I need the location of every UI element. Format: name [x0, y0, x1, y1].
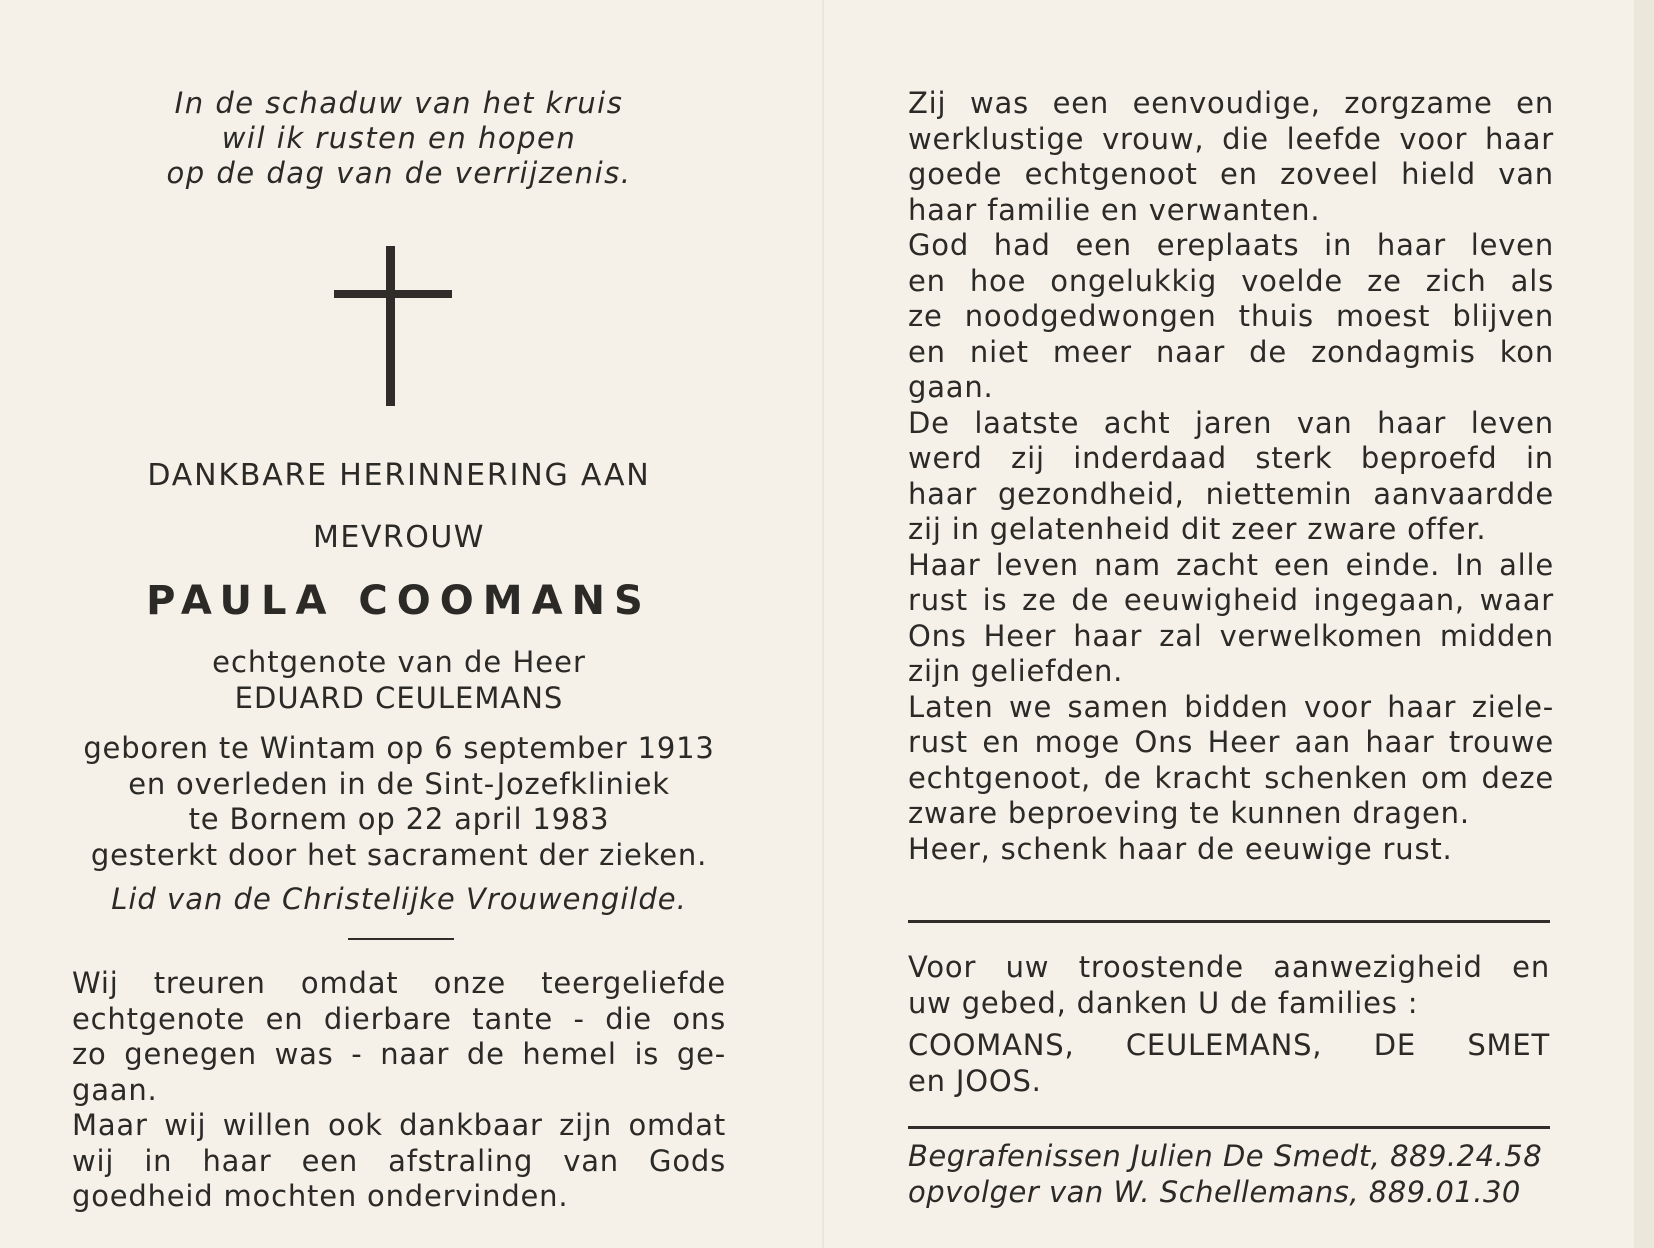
paragraph-line: wij in haar een afstraling van Gods — [72, 1143, 726, 1178]
paragraph-line: en hoe ongelukkig voelde ze zich als — [908, 263, 1554, 298]
paragraph-line: echtgenoot, de kracht schenken om deze — [908, 760, 1554, 795]
paragraph-line: God had een ereplaats in haar leven — [908, 228, 1554, 262]
life-details — [72, 731, 726, 873]
paragraph-line: zijn geliefden. — [908, 654, 1124, 688]
paragraph-line: Ons Heer haar zal verwelkomen midden — [908, 618, 1554, 653]
spouse-name: EDUARD CEULEMANS — [234, 681, 564, 715]
poem-line: op de dag van de verrijzenis. — [166, 156, 632, 190]
undertaker-line: Begrafenissen Julien De Smedt, 889.24.58 — [908, 1139, 1543, 1173]
paragraph-line: goede echtgenoot en zoveel hield van — [908, 157, 1554, 191]
paragraph-line: werd zij inderdaad sterk beproefd in — [908, 441, 1554, 475]
paragraph-line: Laten we samen bidden voor haar ziele- — [908, 689, 1554, 724]
paragraph-line: haar familie en verwanten. — [908, 192, 1321, 227]
paragraph-line: gaan. — [908, 370, 994, 404]
title-line: MEVROUW — [313, 520, 485, 555]
families-line: en JOOS. — [908, 1063, 1042, 1098]
heading: DANKBARE HERINNERING AAN — [147, 458, 651, 493]
paragraph-line: rust en moge Ons Heer aan haar trouwe — [908, 725, 1554, 759]
right-paragraph — [908, 86, 1554, 867]
life-line: en overleden in de Sint-Jozefkliniek — [128, 766, 670, 801]
paragraph-line: De laatste acht jaren van haar leven — [908, 405, 1554, 440]
paragraph-line: Haar leven nam zacht een einde. In alle — [908, 547, 1554, 582]
card-fold — [822, 0, 824, 1248]
undertaker-line: opvolger van W. Schellemans, 889.01.30 — [908, 1175, 1521, 1209]
paragraph-line: en niet meer naar de zondagmis kon — [908, 334, 1554, 369]
paragraph-line: gaan. — [72, 1072, 158, 1107]
spouse-intro: echtgenote van de Heer — [212, 645, 586, 679]
life-line: geboren te Wintam op 6 september 1913 — [83, 731, 715, 765]
poem-line: In de schaduw van het kruis — [174, 86, 624, 120]
paragraph-line: echtgenote en dierbare tante - die ons — [72, 1001, 726, 1036]
paragraph-line: Heer, schenk haar de eeuwige rust. — [908, 831, 1453, 866]
divider-rule — [908, 920, 1550, 923]
paragraph-line: Wij treuren omdat onze teergeliefde — [72, 966, 726, 1000]
paragraph-line: zo genegen was - naar de hemel is ge- — [72, 1037, 726, 1071]
thanks-text — [908, 950, 1550, 1021]
poem — [72, 86, 726, 191]
life-line: gesterkt door het sacrament der zieken. — [90, 837, 708, 872]
thanks-line: Voor uw troostende aanwezigheid en — [908, 950, 1550, 984]
divider — [348, 938, 454, 940]
spouse-block — [72, 644, 726, 716]
families-list — [908, 1028, 1550, 1099]
paragraph-line: goedheid mochten ondervinden. — [72, 1179, 569, 1213]
paragraph-line: rust is ze de eeuwigheid ingegaan, waar — [908, 583, 1554, 617]
paragraph-line: Zij was een eenvoudige, zorgzame en — [908, 86, 1554, 120]
divider-rule — [908, 1126, 1550, 1129]
life-line: te Bornem op 22 april 1983 — [188, 802, 610, 836]
left-paragraph — [72, 966, 726, 1215]
paragraph-line: ze noodgedwongen thuis moest blijven — [908, 299, 1554, 333]
paragraph-line: zij in gelatenheid dit zeer zware offer. — [908, 512, 1487, 546]
poem-line: wil ik rusten en hopen — [221, 121, 577, 155]
paragraph-line: zware beproeving te kunnen dragen. — [908, 796, 1470, 830]
thanks-line: uw gebed, danken U de families : — [908, 985, 1419, 1020]
undertaker-info — [908, 1138, 1554, 1210]
families-line: COOMANS, CEULEMANS, DE SMET — [908, 1028, 1550, 1062]
paragraph-line: Maar wij willen ook dankbaar zijn omdat — [72, 1108, 726, 1142]
membership: Lid van de Christelijke Vrouwengilde. — [111, 882, 687, 916]
paragraph-line: werklustige vrouw, die leefde voor haar — [908, 121, 1554, 156]
card-edge — [1634, 0, 1654, 1248]
paragraph-line: haar gezondheid, niettemin aanvaardde — [908, 476, 1554, 511]
deceased-name: PAULA COOMANS — [146, 578, 652, 624]
